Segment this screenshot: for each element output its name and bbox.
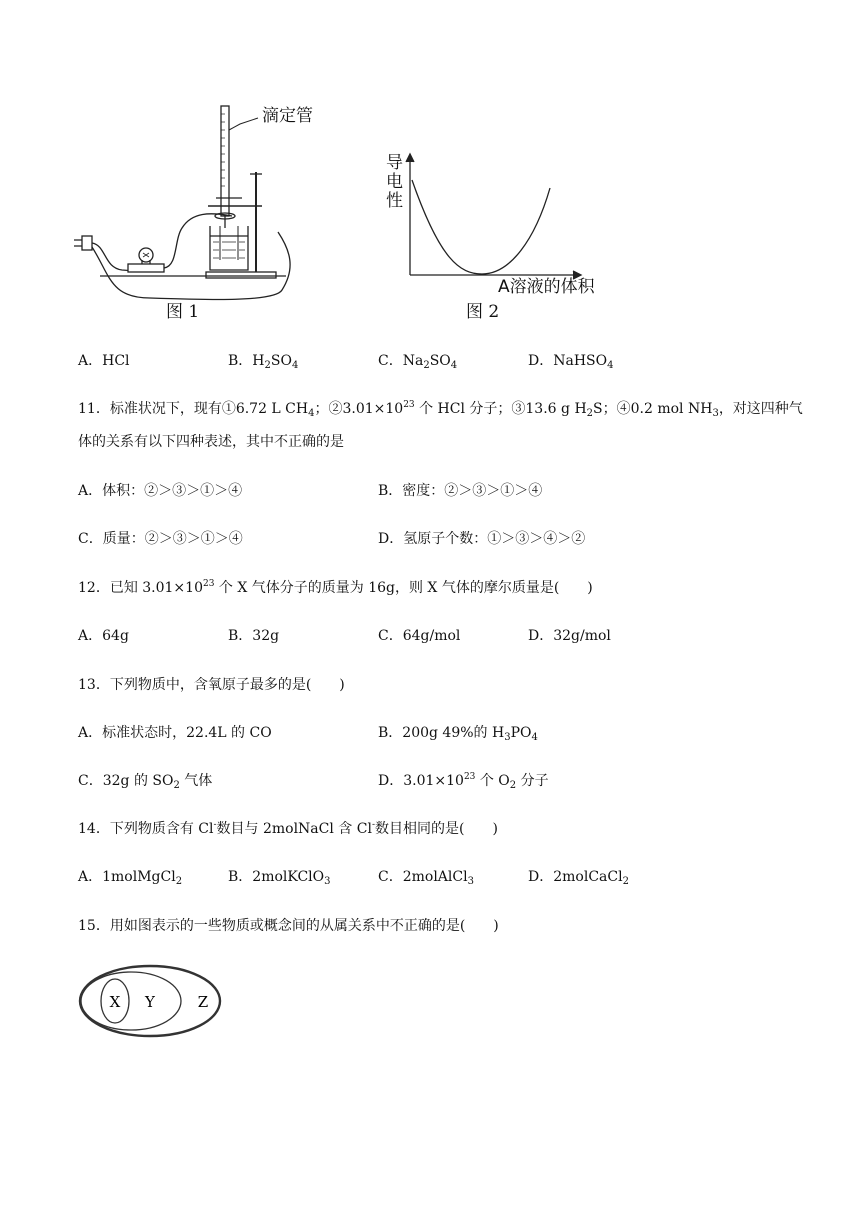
x-axis-label: A溶液的体积 bbox=[498, 277, 595, 297]
q15-stem: 15．用如图表示的一些物质或概念间的从属关系中不正确的是( ) bbox=[78, 918, 499, 934]
q12-stem: 12．已知 $3.01\times 10^{23}$ 个 X 气体分子的质量为 16g，则 X 气体的摩尔质量是( ) bbox=[78, 579, 593, 596]
option-letter: A． bbox=[78, 483, 103, 499]
q13-option-b[interactable]: B．200g 49%的 $H_3PO_4$ bbox=[378, 725, 538, 743]
q12-option-b[interactable]: B．32g bbox=[228, 628, 280, 644]
q12-option-a[interactable]: A．64g bbox=[78, 628, 129, 644]
option-letter: C． bbox=[78, 773, 103, 789]
q10-option-d[interactable]: D．NaHSO$_4$ bbox=[528, 353, 614, 371]
q12-option-c[interactable]: C．64g/mol bbox=[378, 628, 461, 644]
burette-label: 滴定管 bbox=[262, 106, 313, 126]
figure-1-apparatus bbox=[70, 100, 330, 330]
option-letter: C． bbox=[378, 628, 403, 644]
q11-option-d[interactable]: D．氢原子个数：①＞③＞④＞② bbox=[378, 531, 586, 547]
q13-option-a[interactable]: A．标准状态时，22.4L 的 CO bbox=[78, 725, 272, 741]
q11-stem-line-2: 体的关系有以下四种表述，其中不正确的是 bbox=[78, 434, 344, 450]
q13-option-d[interactable]: D．$3.01\times 10^{23}$ 个 $O_2$ 分子 bbox=[378, 772, 549, 791]
y-axis-label: 导 电 性 bbox=[386, 153, 403, 211]
option-letter: D． bbox=[378, 531, 404, 547]
y-middle-ellipse bbox=[81, 972, 181, 1030]
q13-option-c[interactable]: C．32g 的 $SO_2$ 气体 bbox=[78, 773, 213, 791]
option-letter: A． bbox=[78, 628, 103, 644]
q11-option-c[interactable]: C．质量：②＞③＞①＞④ bbox=[78, 531, 243, 547]
option-letter: B． bbox=[378, 725, 403, 741]
option-letter: A． bbox=[78, 725, 103, 741]
option-letter: A． bbox=[78, 353, 103, 369]
q12-option-d[interactable]: D．32g/mol bbox=[528, 628, 611, 644]
q14-option-d[interactable]: D．2molCaCl$_2$ bbox=[528, 869, 629, 887]
q15-venn-diagram bbox=[78, 962, 228, 1042]
q10-option-c[interactable]: C．$Na_2SO_4$ bbox=[378, 353, 458, 371]
option-letter: C． bbox=[378, 353, 403, 369]
option-letter: D． bbox=[378, 773, 404, 789]
q14-option-b[interactable]: B．2molKClO$_3$ bbox=[228, 869, 331, 887]
figure-2-caption: 图 2 bbox=[466, 302, 500, 322]
option-letter: B． bbox=[228, 353, 253, 369]
q14-option-c[interactable]: C．2molAlCl$_3$ bbox=[378, 869, 474, 887]
q10-option-b[interactable]: B．$H_2SO_4$ bbox=[228, 353, 299, 371]
z-label: Z bbox=[197, 993, 209, 1011]
figure-1-caption: 图 1 bbox=[166, 302, 200, 322]
option-letter: D． bbox=[528, 869, 554, 885]
q13-stem: 13．下列物质中，含氧原子最多的是( ) bbox=[78, 677, 345, 693]
q10-option-a[interactable]: A．HCl bbox=[78, 353, 130, 369]
q11-stem-line-1: 11．标准状况下，现有①6.72 L $CH_4$；$②3.01\times 10^{23}$ 个 HCl 分子；③13.6 g $H_2S$；④0.2 mol $NH_3$，对这四种气 bbox=[78, 400, 803, 419]
option-letter: D． bbox=[528, 628, 554, 644]
q11-option-b[interactable]: B．密度：②＞③＞①＞④ bbox=[378, 483, 543, 499]
conductivity-curve bbox=[412, 180, 550, 274]
q14-option-a[interactable]: A．1molMgCl$_2$ bbox=[78, 869, 183, 887]
x-label: X bbox=[109, 993, 121, 1011]
figure-2-graph bbox=[400, 150, 590, 285]
y-label: Y bbox=[145, 993, 155, 1011]
option-letter: D． bbox=[528, 353, 554, 369]
q11-option-a[interactable]: A．体积：②＞③＞①＞④ bbox=[78, 483, 243, 499]
option-letter: A． bbox=[78, 869, 103, 885]
option-letter: C． bbox=[378, 869, 403, 885]
option-letter: B． bbox=[228, 869, 253, 885]
option-letter: C． bbox=[78, 531, 103, 547]
q14-stem: 14．下列物质含有 Cl-数目与 2molNaCl 含 Cl-数目相同的是( ) bbox=[78, 820, 498, 837]
option-letter: B． bbox=[378, 483, 403, 499]
option-letter: B． bbox=[228, 628, 253, 644]
